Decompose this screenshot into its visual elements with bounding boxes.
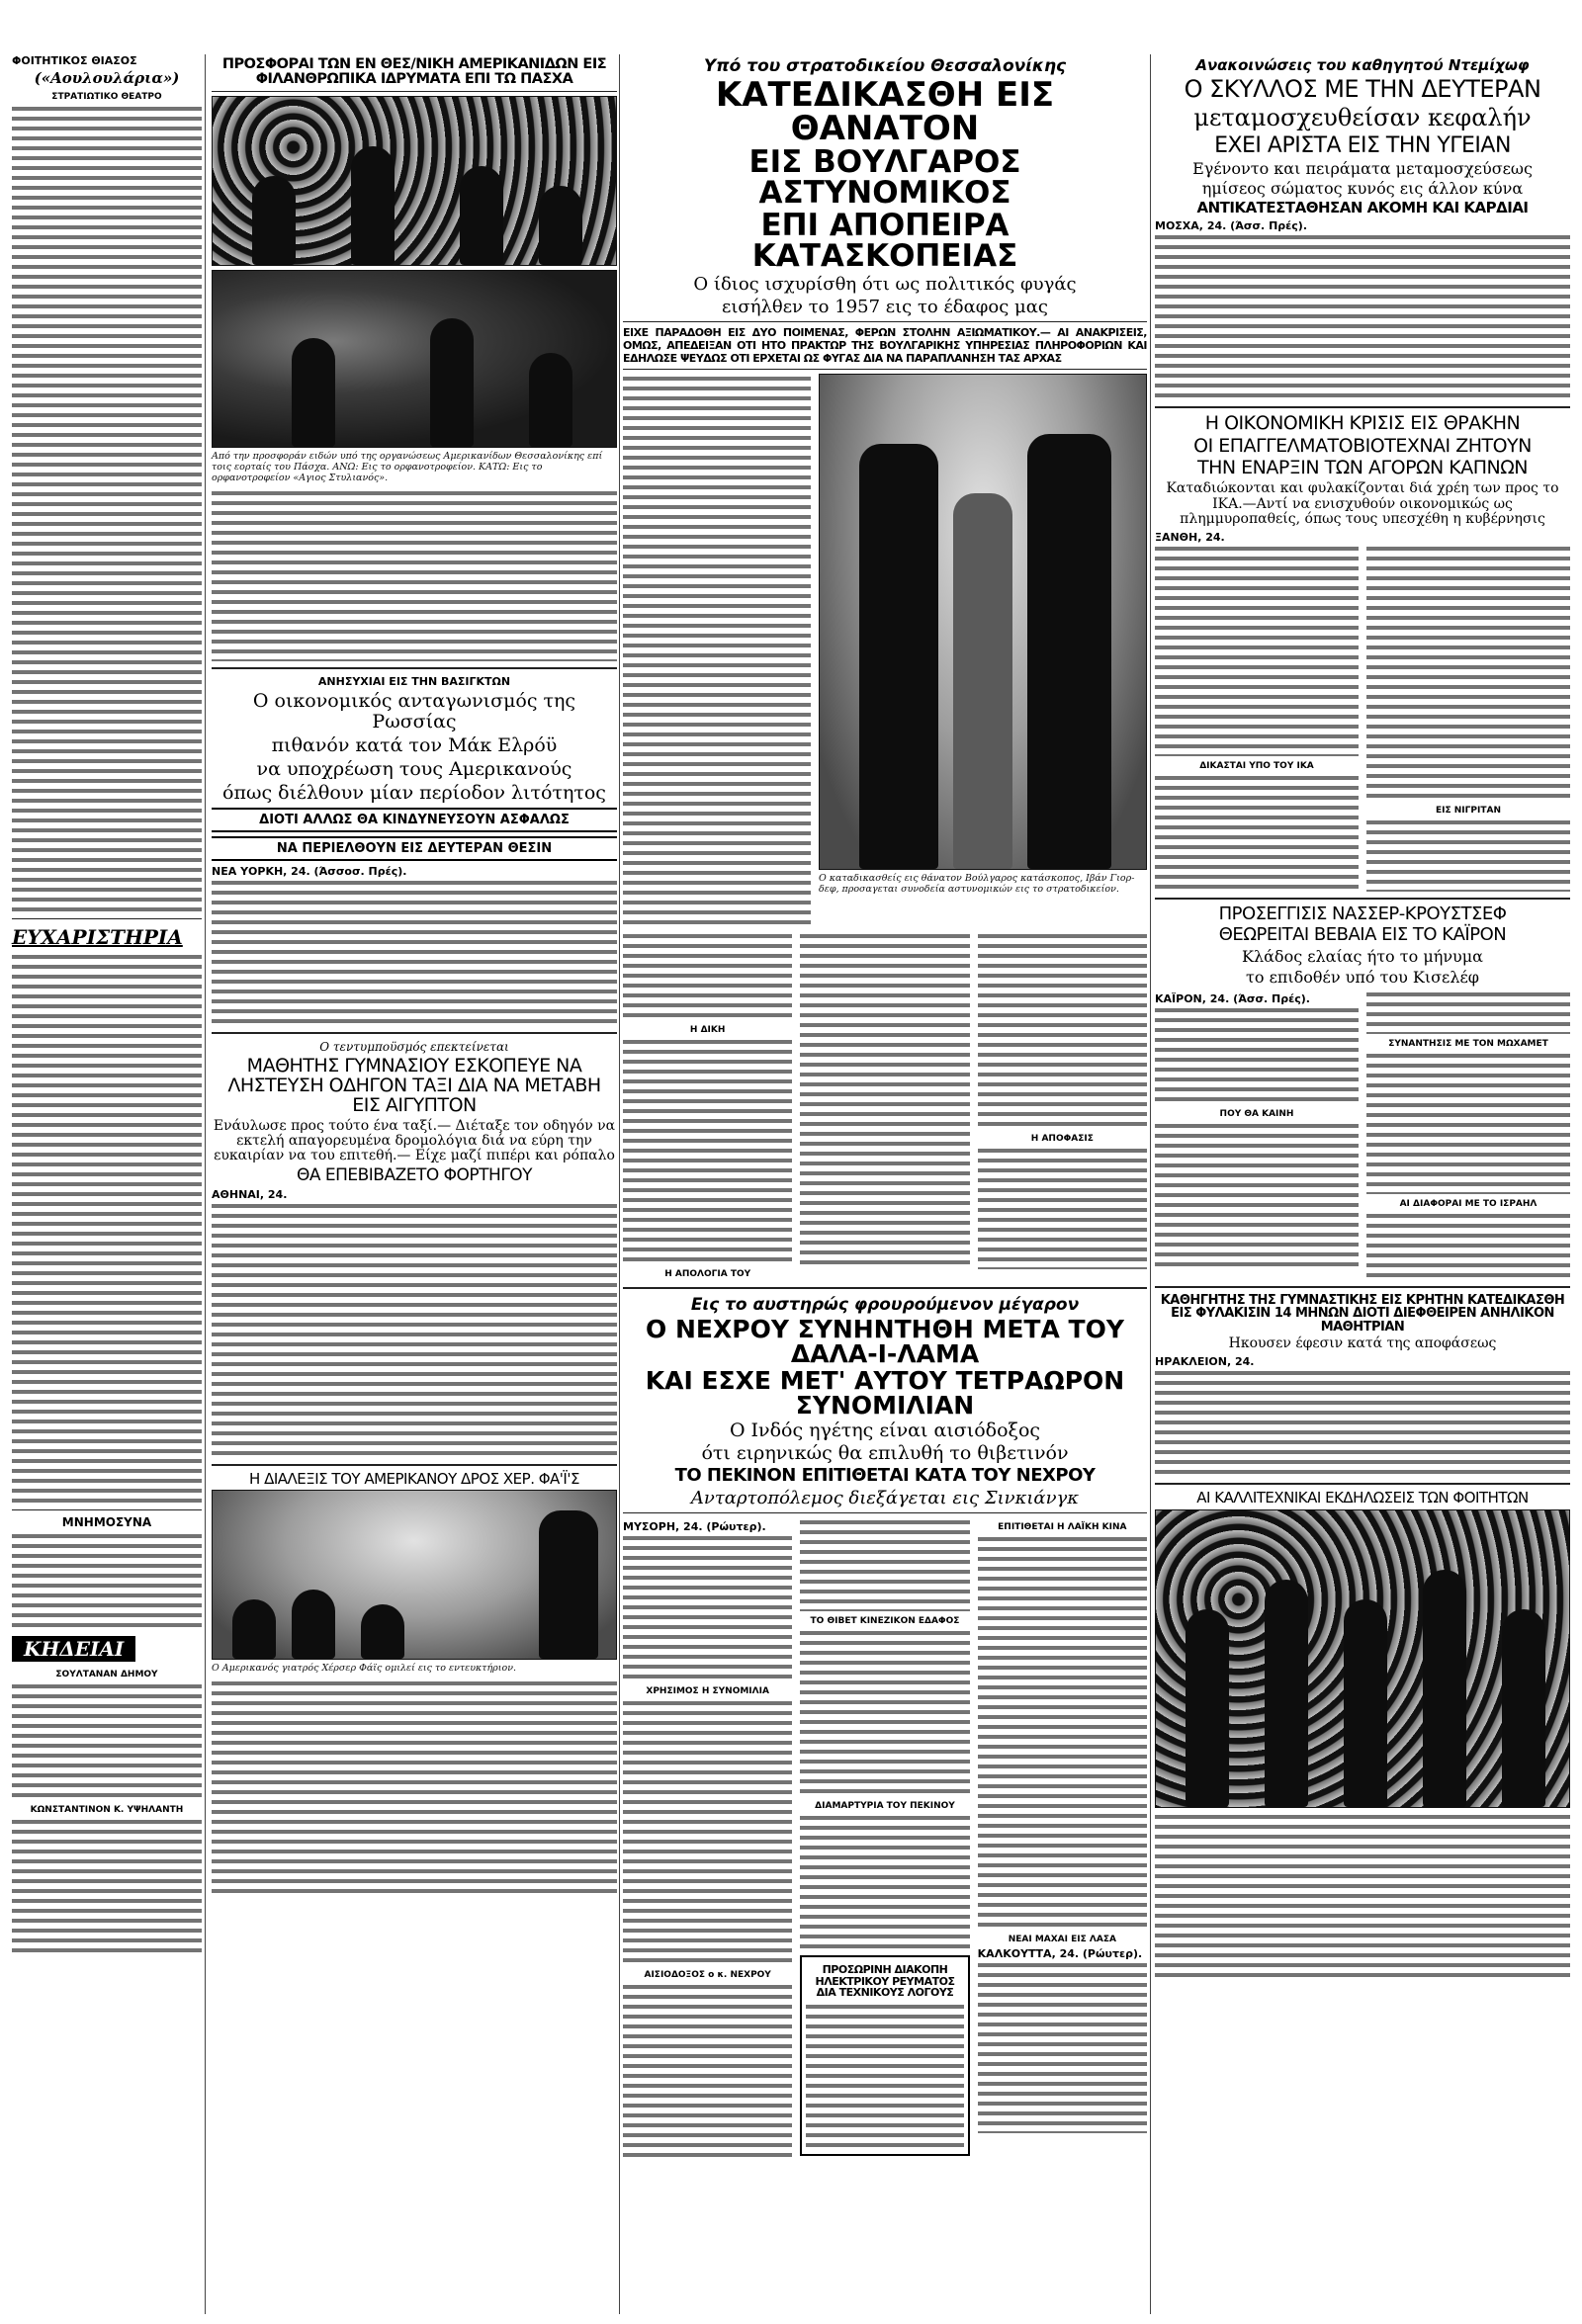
article-body — [623, 1533, 792, 1681]
article-headline: ΕΧΕΙ ΑΡΙΣΤΑ ΕΙΣ ΤΗΝ ΥΓΕΙΑΝ — [1214, 132, 1511, 158]
photo-charity-1 — [212, 96, 617, 266]
death-notice-name: ΚΩΝΣΤΑΝΤΙΝΟΝ Κ. ΥΨΗΛΑΝΤΗ — [30, 1805, 184, 1815]
column-rule — [205, 54, 206, 2314]
article-headline: μεταμοσχευθείσαν κεφαλήν — [1193, 104, 1532, 132]
dateline: ΚΑΪΡΟΝ, 24. (Άσσ. Πρές). — [1155, 991, 1310, 1005]
article-headline: ΚΑΘΗΓΗΤΗΣ ΤΗΣ ΓΥΜΝΑΣΤΙΚΗΣ ΕΙΣ ΚΡΗΤΗΝ ΚΑΤΕΔΙΚΑΣΘΗ ΕΙΣ ΦΥΛΑΚΙΣΙΝ 14 ΜΗΝΩΝ ΔΙΟΤΙ ΔΙΕΦΘΕΙΡΕΝ ΑΝΗΛΙΚΟΝ ΜΑΘΗΤΡΙΑΝ — [1160, 1292, 1565, 1334]
article-caps-head: ΑΝΤΙΚΑΤΕΣΤΑΘΗΣΑΝ ΑΚΟΜΗ ΚΑΙ ΚΑΡΔΙΑΙ — [1196, 198, 1529, 216]
article-subhead: Κλάδος ελαίας ήτο το μήνυμα — [1242, 947, 1483, 967]
article-kicker: Ανακοινώσεις του καθηγητού Ντεμίχωφ — [1195, 56, 1530, 74]
article-body — [212, 878, 617, 1026]
article-subhead: εισήλθεν το 1957 εις το έδαφος μας — [722, 296, 1048, 317]
article-body — [623, 931, 792, 1020]
photo-caption: Ο Αμερικανός γιατρός Χέρσερ Φάϊς ομιλεί εις το εντευκτήριον. — [212, 1663, 516, 1675]
article-subhead: Ο ίδιος ισχυρίσθη ότι ως πολιτικός φυγάς — [693, 274, 1077, 295]
article-headline: Η ΟΙΚΟΝΟΜΙΚΗ ΚΡΙΣΙΣ ΕΙΣ ΘΡΑΚΗΝ — [1204, 411, 1521, 434]
article-body — [12, 952, 202, 1506]
section-label: ΔΙΚΑΣΤΑΙ ΥΠΟ ΤΟΥ ΙΚΑ — [1199, 760, 1314, 771]
article-kicker: Ο τεντυμποϋσμός επεκτείνεται — [319, 1039, 509, 1054]
article-deck: ΕΙΧΕ ΠΑΡΑΔΟΘΗ ΕΙΣ ΔΥΟ ΠΟΙΜΕΝΑΣ, ΦΕΡΩΝ ΣΤΟΛΗΝ ΑΞΙΩΜΑΤΙΚΟΥ.— ΑΙ ΑΝΑΚΡΙΣΕΙΣ, ΟΜΩΣ, ΑΠΕΔΕΙΞΑΝ ΟΤΙ ΗΤΟ ΠΡΑΚΤΩΡ ΤΗΣ ΒΟΥΛΓΑΡΙΚΗΣ ΥΠΗΡΕΣΙΑΣ ΠΛΗΡΟΦΟΡΙΩΝ ΚΑΙ ΕΔΗΛΩΣΕ ΨΕΥΔΩΣ ΟΤΙ ΕΡΧΕΤΑΙ ΩΣ ΦΥΓΑΣ ΔΙΑ ΝΑ ΠΑΡΑΠΛΑΝΗΣΗ ΤΑΣ ΑΡΧΑΣ — [623, 325, 1147, 365]
section-heading: ΑΝΗΣΥΧΙΑΙ ΕΙΣ ΤΗΝ ΒΑΣΙΓΚΤΩΝ — [317, 675, 511, 689]
death-notice-name: ΣΟΥΛΤΑΝΑΝ ΔΗΜΟΥ — [55, 1670, 158, 1679]
article-body — [800, 931, 969, 1267]
dateline: ΗΡΑΚΛΕΙΟΝ, 24. — [1155, 1354, 1255, 1368]
article-body — [1155, 1368, 1570, 1477]
section-label: Η ΑΠΟΛΟΓΙΑ ΤΟΥ — [664, 1268, 751, 1279]
photo-charity-2 — [212, 270, 617, 448]
photo-students-art — [1155, 1509, 1570, 1808]
article-headline: ΠΡΟΣΦΟΡΑΙ ΤΩΝ ΕΝ ΘΕΣ/ΝΙΚΗ ΑΜΕΡΙΚΑΝΙΔΩΝ ΕΙΣ ΦΙΛΑΝΘΡΩΠΙΚΑ ΙΔΡΥΜΑΤΑ ΕΠΙ ΤΩ ΠΑΣΧΑ — [221, 56, 607, 88]
article-body — [1366, 544, 1570, 801]
article-body — [212, 1678, 617, 1896]
section-label: ΕΠΙΤΙΘΕΤΑΙ Η ΛΑΪΚΗ ΚΙΝΑ — [998, 1522, 1127, 1533]
article-body — [12, 1681, 202, 1800]
column-center — [623, 54, 1147, 2314]
article-body — [978, 1146, 1147, 1269]
section-label-kideiai: ΚΗΔΕΙΑΙ — [12, 1636, 135, 1662]
article-body — [623, 374, 811, 927]
article-body — [1155, 773, 1359, 892]
article-body — [978, 1960, 1147, 2133]
article-subhead: Ο Ινδός ηγέτης είναι αισιόδοξος — [729, 1419, 1041, 1441]
section-label: ΤΟ ΘΙΒΕΤ ΚΙΝΕΖΙΚΟΝ ΕΔΑΦΟΣ — [810, 1616, 960, 1627]
article-subhead: Καταδιώκονται και φυλακίζονται διά χρέη των προς το ΙΚΑ.—Αντί να ενισχυθούν οικονομικώς ως πλημμυροπαθείς, όπως τους υπεσχέθη η κυβέρνησις — [1166, 480, 1559, 528]
section-label: Η ΔΙΚΗ — [689, 1024, 726, 1035]
article-body — [1155, 1121, 1359, 1269]
dateline: ΑΘΗΝΑΙ, 24. — [212, 1187, 288, 1201]
article-caps-deck: ΔΙΟΤΙ ΑΛΛΩΣ ΘΑ ΚΙΝΔΥΝΕΥΣΟΥΝ ΑΣΦΑΛΩΣ — [212, 808, 617, 832]
section-label: ΑΙ ΔΙΑΦΟΡΑΙ ΜΕ ΤΟ ΙΣΡΑΗΛ — [1399, 1198, 1538, 1209]
article-body — [12, 1817, 202, 1955]
article-kicker: Εις το αυστηρώς φρουρούμενον μέγαρον — [690, 1294, 1080, 1315]
dateline: ΞΑΝΘΗ, 24. — [1155, 530, 1225, 544]
article-headline: ΚΑΙ ΕΣΧΕ ΜΕΤ' ΑΥΤΟΥ ΤΕΤΡΑΩΡΟΝ ΣΥΝΟΜΙΛΙΑΝ — [645, 1365, 1125, 1420]
article-body — [800, 1517, 969, 1611]
article-body — [978, 1534, 1147, 1930]
notice-box — [800, 1955, 969, 2156]
article-headline: ΘΕΩΡΕΙΤΑΙ ΒΕΒΑΙΑ ΕΙΣ ΤΟ ΚΑΪΡΟΝ — [1218, 924, 1507, 946]
notice-heading: ΠΡΟΣΩΡΙΝΗ ΔΙΑΚΟΠΗ ΗΛΕΚΤΡΙΚΟΥ ΡΕΥΜΑΤΟΣ ΔΙΑ ΤΕΧΝΙΚΟΥΣ ΛΟΓΟΥΣ — [815, 1963, 955, 2000]
article-headline: ΘΑ ΕΠΕΒΙΒΑΖΕΤΟ ΦΟΡΤΗΓΟΥ — [296, 1164, 533, 1185]
article-body — [1366, 1211, 1570, 1280]
article-body — [1155, 232, 1570, 400]
article-headline: ΜΑΘΗΤΗΣ ΓΥΜΝΑΣΙΟΥ ΕΣΚΟΠΕΥΕ ΝΑ ΛΗΣΤΕΥΣΗ ΟΔΗΓΟΝ ΤΑΞΙ ΔΙΑ ΝΑ ΜΕΤΑΒΗ ΕΙΣ ΑΙΓΥΠΤΟΝ — [227, 1054, 601, 1116]
article-body — [212, 1201, 617, 1458]
article-headline: Η ΔΙΑΛΕΞΙΣ ΤΟΥ ΑΜΕΡΙΚΑΝΟΥ ΔΡΟΣ ΧΕΡ. ΦΑ'Ϊ'Σ — [249, 1469, 579, 1488]
article-subhead: Ηκουσεν έφεσιν κατά της αποφάσεως — [1228, 1335, 1497, 1352]
article-headline: ΟΙ ΕΠΑΓΓΕΛΜΑΤΟΒΙΟΤΕΧΝΑΙ ΖΗΤΟΥΝ — [1193, 434, 1532, 457]
article-headline: ΤΗΝ ΕΝΑΡΞΙΝ ΤΩΝ ΑΓΟΡΩΝ ΚΑΠΝΩΝ — [1196, 457, 1528, 479]
article-body — [12, 1531, 202, 1630]
article-headline: Ο ΝΕΧΡΟΥ ΣΥΝΗΝΤΗΘΗ ΜΕΤΑ ΤΟΥ ΔΑΛΑ-Ι-ΛΑΜΑ — [646, 1314, 1124, 1368]
article-body — [1155, 1812, 1570, 1980]
dateline: ΜΟΣΧΑ, 24. (Άσσ. Πρές). — [1155, 218, 1307, 232]
article-subhead: Ανταρτοπόλεμος διεξάγεται εις Σινκιάνγκ — [690, 1488, 1080, 1509]
photo-caption: Από την προσφοράν ειδών υπό της οργανώσεως Αμερικανίδων Θεσσαλονίκης επί τοις εορταίς του Πάσχα. ΑΝΩ: Εις το ορφανοτροφείον. ΚΑΤΩ: Εις το ορφανοτροφείον «Αγιος Στυλιανός». — [212, 451, 603, 484]
article-body — [623, 1698, 792, 1965]
article-body — [800, 1813, 969, 1951]
section-heading: ΣΤΡΑΤΙΩΤΙΚΟ ΘΕΑΤΡΟ — [51, 92, 162, 102]
column-rule — [1150, 54, 1151, 2314]
article-headline: ΠΡΟΣΕΓΓΙΣΙΣ ΝΑΣΣΕΡ-ΚΡΟΥΣΤΣΕΦ — [1218, 903, 1507, 924]
article-headline: να υποχρέωση τους Αμερικανούς — [256, 758, 572, 781]
photo-caption: Ο καταδικασθείς εις θάνατον Βούλγαρος κατάσκοπος, Ιβάν Γιορ-δεφ, προσαγεται συνοδεία αστυνομικών εις το στρατοδικείον. — [819, 872, 1135, 895]
article-subhead: Ενάυλωσε προς τούτο ένα ταξί.— Διέταξε τον οδηγόν να εκτελή απαγορευμένα δρομολόγια διά να εύρη την ευκαιρίαν να του επιτεθή.— Είχε μαζί πιπέρι και ρόπαλο — [213, 1117, 616, 1164]
article-headline: ΑΙ ΚΑΛΛΙΤΕΧΝΙΚΑΙ ΕΚΔΗΛΩΣΕΙΣ ΤΩΝ ΦΟΙΤΗΤΩΝ — [1196, 1488, 1529, 1506]
section-heading: ΦΟΙΤΗΤΙΚΟΣ ΘΙΑΣΟΣ — [12, 54, 137, 67]
section-label: ΠΟΥ ΘΑ ΚΑΙΝΗ — [1219, 1108, 1294, 1119]
article-body — [800, 1628, 969, 1796]
dateline: ΜΥΣΟΡΗ, 24. (Ρώυτερ). — [623, 1520, 766, 1534]
article-body — [1366, 1051, 1570, 1194]
article-headline: Ο οικονομικός ανταγωνισμός της Ρωσσίας — [252, 690, 576, 733]
article-kicker: Υπό του στρατοδικείου Θεσσαλονίκης — [703, 56, 1067, 76]
article-body — [623, 1037, 792, 1264]
article-body — [1366, 990, 1570, 1034]
article-subhead: ότι ειρηνικώς θα επιλυθή το θιβετινόν — [701, 1442, 1069, 1465]
column-right — [1155, 54, 1570, 2314]
article-subhead: ημίσεος σώματος κυνός εις άλλον κύνα — [1201, 179, 1524, 199]
section-label: ΔΙΑΜΑΡΤΥΡΙΑ ΤΟΥ ΠΕΚΙΝΟΥ — [815, 1801, 955, 1812]
column-left — [12, 54, 202, 2314]
article-body — [1155, 544, 1359, 756]
section-label: Η ΑΠΟΦΑΣΙΣ — [1030, 1133, 1094, 1144]
article-body — [212, 488, 617, 661]
article-body — [1155, 1005, 1359, 1104]
dateline: ΚΑΛΚΟΥΤΤΑ, 24. (Ρώυτερ). — [977, 1947, 1143, 1961]
article-body — [1366, 818, 1570, 892]
section-label: ΕΙΣ ΝΙΓΡΙΤΑΝ — [1436, 805, 1501, 816]
section-label-eucharist: ΕΥΧΑΡΙΣΤΗΡΙΑ — [12, 925, 183, 949]
column-second — [212, 54, 617, 2314]
section-label-mnimosyna: ΜΝΗΜΟΣΥΝΑ — [61, 1515, 152, 1529]
section-label: ΣΥΝΑΝΤΗΣΙΣ ΜΕ ΤΟΝ ΜΩΧΑΜΕΤ — [1388, 1038, 1548, 1049]
article-subhead: το επιδοθέν υπό του Κισελέφ — [1246, 967, 1479, 987]
column-rule — [619, 54, 620, 2314]
photo-spy-trial — [819, 374, 1147, 870]
article-caps-head: ΤΟ ΠΕΚΙΝΟΝ ΕΠΙΤΙΘΕΤΑΙ ΚΑΤΑ ΤΟΥ ΝΕΧΡΟΥ — [674, 1465, 1096, 1487]
notice-body — [806, 2002, 963, 2150]
article-subhead: Εγένοντο και πειράματα μεταμοσχεύσεως — [1192, 158, 1533, 178]
dateline: ΝΕΑ ΥΟΡΚΗ, 24. (Άσσοσ. Πρές). — [212, 864, 407, 878]
main-headline: ΕΠΙ ΑΠΟΠΕΙΡΑ ΚΑΤΑΣΚΟΠΕΙΑΣ — [751, 208, 1018, 274]
article-body — [623, 1982, 792, 2160]
photo-lecture — [212, 1490, 617, 1660]
article-body — [12, 104, 202, 914]
section-label: ΧΡΗΣΙΜΟΣ Η ΣΥΝΟΜΙΛΙΑ — [646, 1686, 769, 1697]
article-headline: όπως διέλθουν μίαν περίοδον λιτότητος — [222, 782, 606, 804]
section-label: ΝΕΑΙ ΜΑΧΑΙ ΕΙΣ ΛΑΣΑ — [1008, 1935, 1116, 1945]
article-body — [978, 931, 1147, 1129]
section-label: ΑΙΣΙΟΔΟΞΟΣ ο κ. ΝΕΧΡΟΥ — [644, 1970, 771, 1981]
main-headline: ΕΙΣ ΒΟΥΛΓΑΡΟΣ ΑΣΤΥΝΟΜΙΚΟΣ — [748, 144, 1021, 211]
article-caps-deck: ΝΑ ΠΕΡΙΕΛΘΟΥΝ ΕΙΣ ΔΕΥΤΕΡΑΝ ΘΕΣΙΝ — [212, 836, 617, 861]
main-headline: ΚΑΤΕΔΙΚΑΣΘΗ ΕΙΣ ΘΑΝΑΤΟΝ — [715, 75, 1055, 148]
article-headline: Ο ΣΚΥΛΛΟΣ ΜΕ ΤΗΝ ΔΕΥΤΕΡΑΝ — [1184, 75, 1541, 103]
article-subhead: («Αουλουλάρια») — [34, 69, 180, 87]
article-headline: πιθανόν κατά τον Μάκ Ελρόϋ — [271, 734, 558, 757]
